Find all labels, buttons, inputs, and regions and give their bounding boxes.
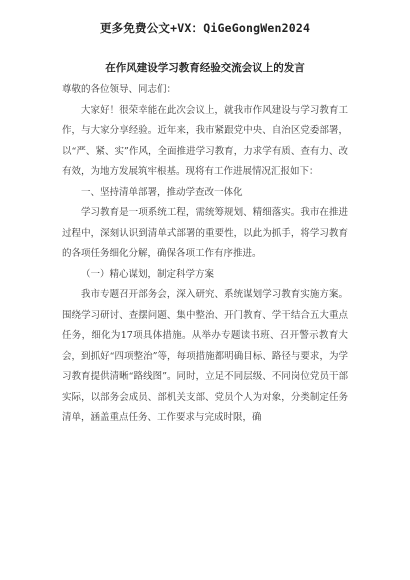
paragraph-intro: 大家好！很荣幸能在此次会议上，就我市作风建设与学习教育工作，与大家分享经验。近年来，我市紧跟党中央、自治区党委部署，以“严、紧、实”作风，全面推进学习教育，力求学有质、查有力、改有效，为地方发展筑牢根基。现将有工作进展情况汇报如下： (62, 104, 348, 177)
document-title: 在作风建设学习教育经验交流会议上的发言 (105, 62, 305, 74)
section-heading-1: 一、坚持清单部署，推动学查改一体化 (81, 186, 243, 198)
paragraph-system-engineering: 学习教育是一项系统工程，需统筹规划、精细落实。我市在推进过程中，深刻认识到清单式部署的重要性，以此为抓手，将学习教育的各项任务细化分解，确保各项工作有序推进。 (62, 207, 348, 259)
salutation: 尊敬的各位领导、同志们： (62, 84, 177, 95)
subsection-heading-1: （一）精心谋划，制定科学方案 (81, 268, 215, 280)
paragraph-plan: 我市专题召开部务会，深入研究、系统谋划学习教育实施方案。围绕学习研讨、查摆问题、集中整治、开门教育、学干结合五大重点任务，细化为17项具体措施。从举办专题读书班、召开警示教育大会，到抓好“四项整治”等，每项措施都明确目标、路径与要求，为学习教育提供清晰“路线图”。同时，立足不同层级、不同岗位党员干部实际，以部务会成员、部机关支部、党员个人为对象，分类制定任务清单，涵盖重点任务、工作要求与完成时限，确 (62, 289, 348, 423)
promo-banner: 更多免费公文+VX：QiGeGongWen2024 (99, 21, 311, 35)
document-body (62, 80, 348, 429)
